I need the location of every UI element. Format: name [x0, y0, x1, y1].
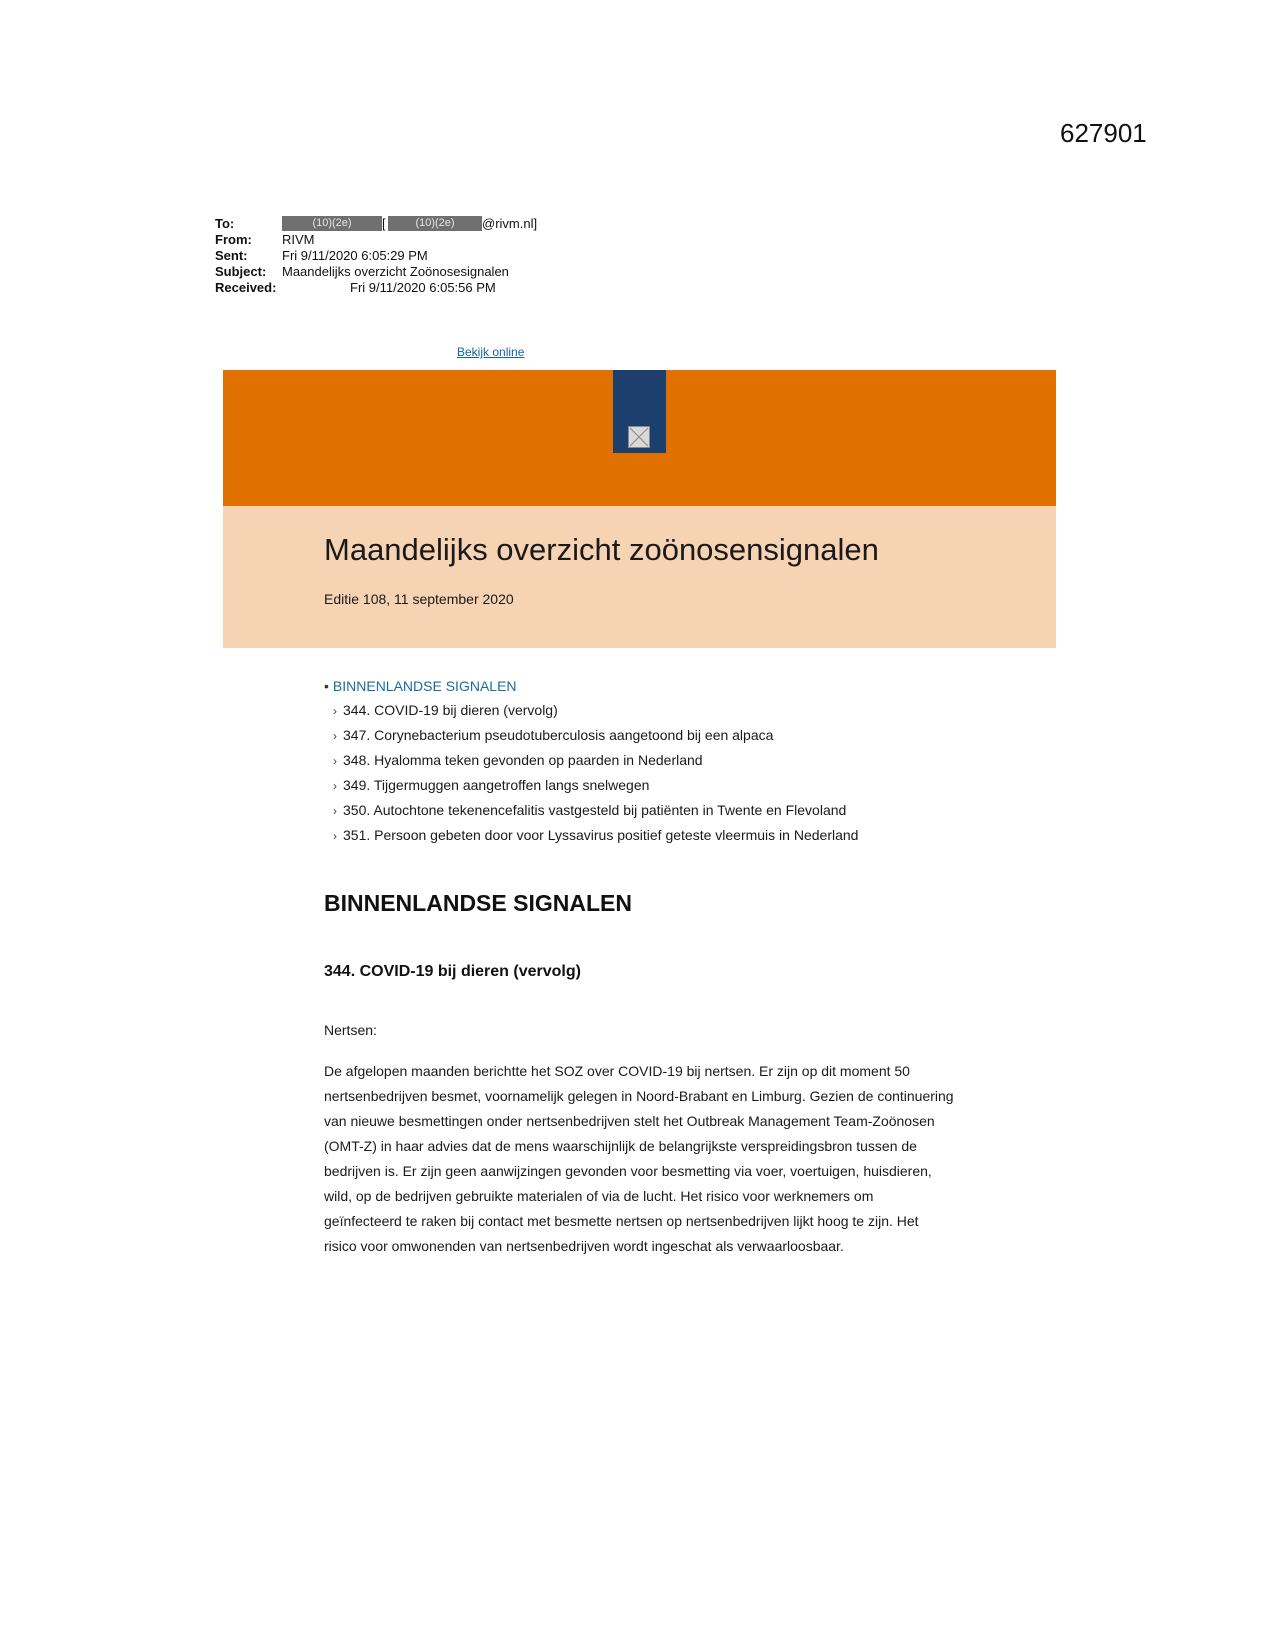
toc-item[interactable]	[324, 698, 858, 723]
received-label: Received:	[215, 280, 277, 295]
to-label: To:	[215, 216, 235, 231]
subject-value: Maandelijks overzicht Zoönosesignalen	[282, 264, 509, 279]
newsletter-title: Maandelijks overzicht zoönosensignalen	[324, 532, 879, 567]
toc-item-label: 351. Persoon gebeten door voor Lyssavirus positief geteste vleermuis in Nederland	[343, 827, 859, 843]
toc-item[interactable]	[324, 798, 858, 823]
redaction-box: (10)(2e)	[388, 216, 482, 231]
bullet-glyph: •	[324, 678, 329, 694]
newsletter-banner	[223, 370, 1056, 506]
chevron-right-icon: ›	[333, 779, 337, 793]
view-online-link[interactable]: Bekijk online	[457, 345, 525, 359]
to-value	[282, 216, 537, 232]
toc-list	[324, 698, 858, 848]
redaction-box: (10)(2e)	[282, 216, 382, 231]
subject-label: Subject:	[215, 264, 267, 279]
toc-section-link[interactable]	[324, 674, 858, 698]
document-number: 627901	[1060, 118, 1147, 148]
to-email-domain: @rivm.nl]	[482, 216, 538, 231]
sent-value: Fri 9/11/2020 6:05:29 PM	[282, 248, 428, 263]
chevron-right-icon: ›	[333, 729, 337, 743]
from-value: RIVM	[282, 232, 315, 247]
toc-item[interactable]	[324, 723, 858, 748]
from-label: From:	[215, 232, 252, 247]
toc-item-label: 350. Autochtone tekenencefalitis vastgesteld bij patiënten in Twente en Flevoland	[343, 802, 847, 818]
rivm-logo-bar	[613, 370, 666, 453]
article-heading: 344. COVID-19 bij dieren (vervolg)	[324, 963, 581, 980]
toc-item-label: 349. Tijgermuggen aangetroffen langs snelwegen	[343, 777, 650, 793]
section-heading: BINNENLANDSE SIGNALEN	[324, 890, 632, 916]
chevron-right-icon: ›	[333, 829, 337, 843]
received-value: Fri 9/11/2020 6:05:56 PM	[350, 280, 496, 295]
broken-image-icon	[628, 426, 650, 448]
chevron-right-icon: ›	[333, 704, 337, 718]
broken-image-glyph	[629, 427, 649, 447]
toc-item-label: 344. COVID-19 bij dieren (vervolg)	[343, 702, 558, 718]
chevron-right-icon: ›	[333, 804, 337, 818]
article-subhead: Nertsen:	[324, 1022, 377, 1038]
sent-label: Sent:	[215, 248, 248, 263]
toc-item[interactable]	[324, 823, 858, 848]
toc-item[interactable]	[324, 748, 858, 773]
to-bracket: [	[382, 216, 386, 231]
toc-section-label: BINNENLANDSE SIGNALEN	[332, 678, 517, 694]
toc-item[interactable]	[324, 773, 858, 798]
title-band	[223, 506, 1056, 648]
toc-item-label: 347. Corynebacterium pseudotuberculosis aangetoond bij een alpaca	[343, 727, 774, 743]
article-body: De afgelopen maanden berichtte het SOZ over COVID-19 bij nertsen. Er zijn op dit moment 50 nertsenbedrijven besmet, voornamelijk gelegen in Noord-Brabant en Limburg. Gezien de continuering van nieuwe besmettingen onder nertsenbedrijven stelt het Outbreak Management Team-Zoönosen (OMT-Z) in haar advies dat de mens waarschijnlijk de belangrijkste verspreidingsbron tussen de bedrijven is. Er zijn geen aanwijzingen gevonden voor besmetting via voer, voertuigen, huisdieren, wild, op de bedrijven gebruikte materialen of via de lucht. Het risico voor werknemers om geïnfecteerd te raken bij contact met besmette nertsen op nertsenbedrijven lijkt hoog te zijn. Het risico voor omwonenden van nertsenbedrijven wordt ingeschat als verwaarloosbaar.	[324, 1063, 954, 1254]
chevron-right-icon: ›	[333, 754, 337, 768]
toc-item-label: 348. Hyalomma teken gevonden op paarden in Nederland	[343, 752, 703, 768]
edition-line: Editie 108, 11 september 2020	[324, 591, 514, 607]
table-of-contents	[324, 674, 858, 848]
